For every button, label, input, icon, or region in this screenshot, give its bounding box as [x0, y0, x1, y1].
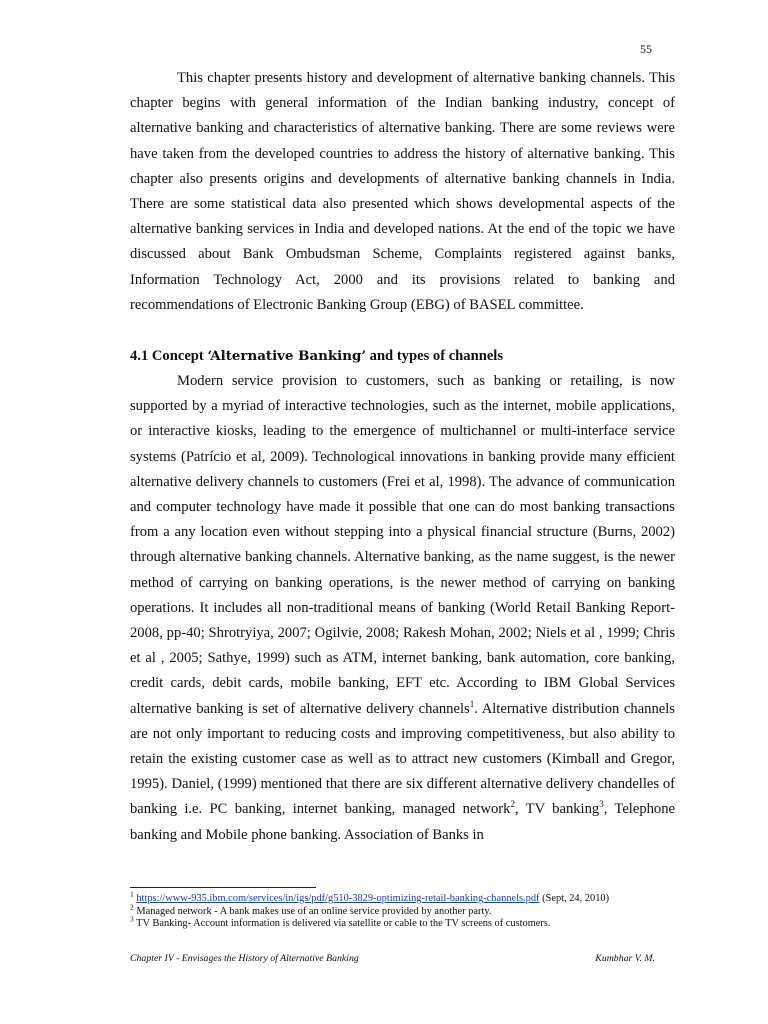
footnote-1 [130, 889, 690, 906]
footer-chapter-title: Chapter IV - Envisages the History of Alternative Banking [130, 953, 359, 964]
footnote-link[interactable]: https://www-935.ibm.com/services/in/igs/pdf/g510-3829-optimizing-retail-banking-channels.pdf [136, 893, 540, 904]
footnote-2 [130, 902, 690, 919]
footnote-ref-3: 3 [599, 799, 604, 810]
footnote-text: (Sept, 24, 2010) [539, 893, 610, 904]
footnotes [130, 889, 690, 931]
footnote-text: Managed network - A bank makes use of an online service provided by another party. [133, 905, 492, 917]
footnote-number: 3 [130, 914, 134, 924]
footnote-ref-1: 1 [469, 698, 475, 709]
page-footer [130, 953, 655, 964]
heading-suffix: and types of channels [366, 348, 504, 364]
body-text-part: , TV banking [514, 801, 600, 818]
section-heading [130, 344, 675, 369]
footnote-number: 2 [130, 902, 134, 912]
footnote-divider [130, 887, 316, 888]
body-text-part: , Telephone banking and Mobile phone banking. Association of Banks in [130, 801, 675, 843]
heading-prefix: 4.1 Concept [130, 348, 208, 364]
footnote-3 [130, 914, 690, 931]
heading-quoted-term: ‘Alternative Banking’ [207, 348, 366, 364]
body-text-part: Modern service provision to customers, such as banking or retailing, is now supported by a myriad of interactive technologies, such as the internet, mobile applications, or interactive kiosks, leading to the emergence of multichannel or multi-interface service systems (Patrício et al, 2009). Technological innovations in banking provide many efficient alternative delivery channels to customers (Frei et al, 1998). The advance of communication and computer technology have made it possible that one can do most banking transactions from a any location even without stepping into a physical financial structure (Burns, 2002) through alternative banking channels. Alternative banking, as the name suggest, is the newer method of carrying on banking operations, is the newer method of carrying on banking operations. It includes all non-traditional means of banking (World Retail Banking Report-2008, pp-40; Shrotryiya, 2007; Ogilvie, 2008; Rakesh Mohan, 2002; Niels et al , 1999; Chris et al , 2005; Sathye, 1999) such as ATM, internet banking, bank automation, core banking, credit cards, debit cards, mobile banking, EFT etc. According to IBM Global Services alternative banking is set of alternative delivery channels [130, 373, 675, 717]
intro-paragraph: This chapter presents history and development of alternative banking channels. This chapter begins with general information of the Indian banking industry, concept of alternative banking and characteristics of alternative banking. There are some reviews were have taken from the developed countries to address the history of alternative banking. This chapter also presents origins and developments of alternative banking channels in India. There are some statistical data also presented which shows developmental aspects of the alternative banking services in India and developed nations. At the end of the topic we have discussed about Bank Ombudsman Scheme, Complaints registered against banks, Information Technology Act, 2000 and its provisions related to banking and recommendations of Electronic Banking Group (EBG) of BASEL committee. [130, 70, 675, 313]
body-paragraph [130, 369, 675, 848]
footnote-number: 1 [130, 889, 134, 899]
body-text-part: . Alternative distribution channels are not only important to reducing costs and improving competitiveness, but also ability to retain the existing customer case as well as to attract new customers (Kimball and Gregor, 1995). Daniel, (1999) mentioned that there are six different alternative delivery chandelles of banking i.e. PC banking, internet banking, managed network [130, 700, 675, 818]
page-number: 55 [640, 42, 652, 56]
footer-author: Kumbhar V. M. [595, 953, 655, 964]
footnote-text: TV Banking- Account information is delivered via satellite or cable to the TV screens of customers. [133, 918, 551, 929]
footnote-ref-2: 2 [510, 799, 515, 810]
